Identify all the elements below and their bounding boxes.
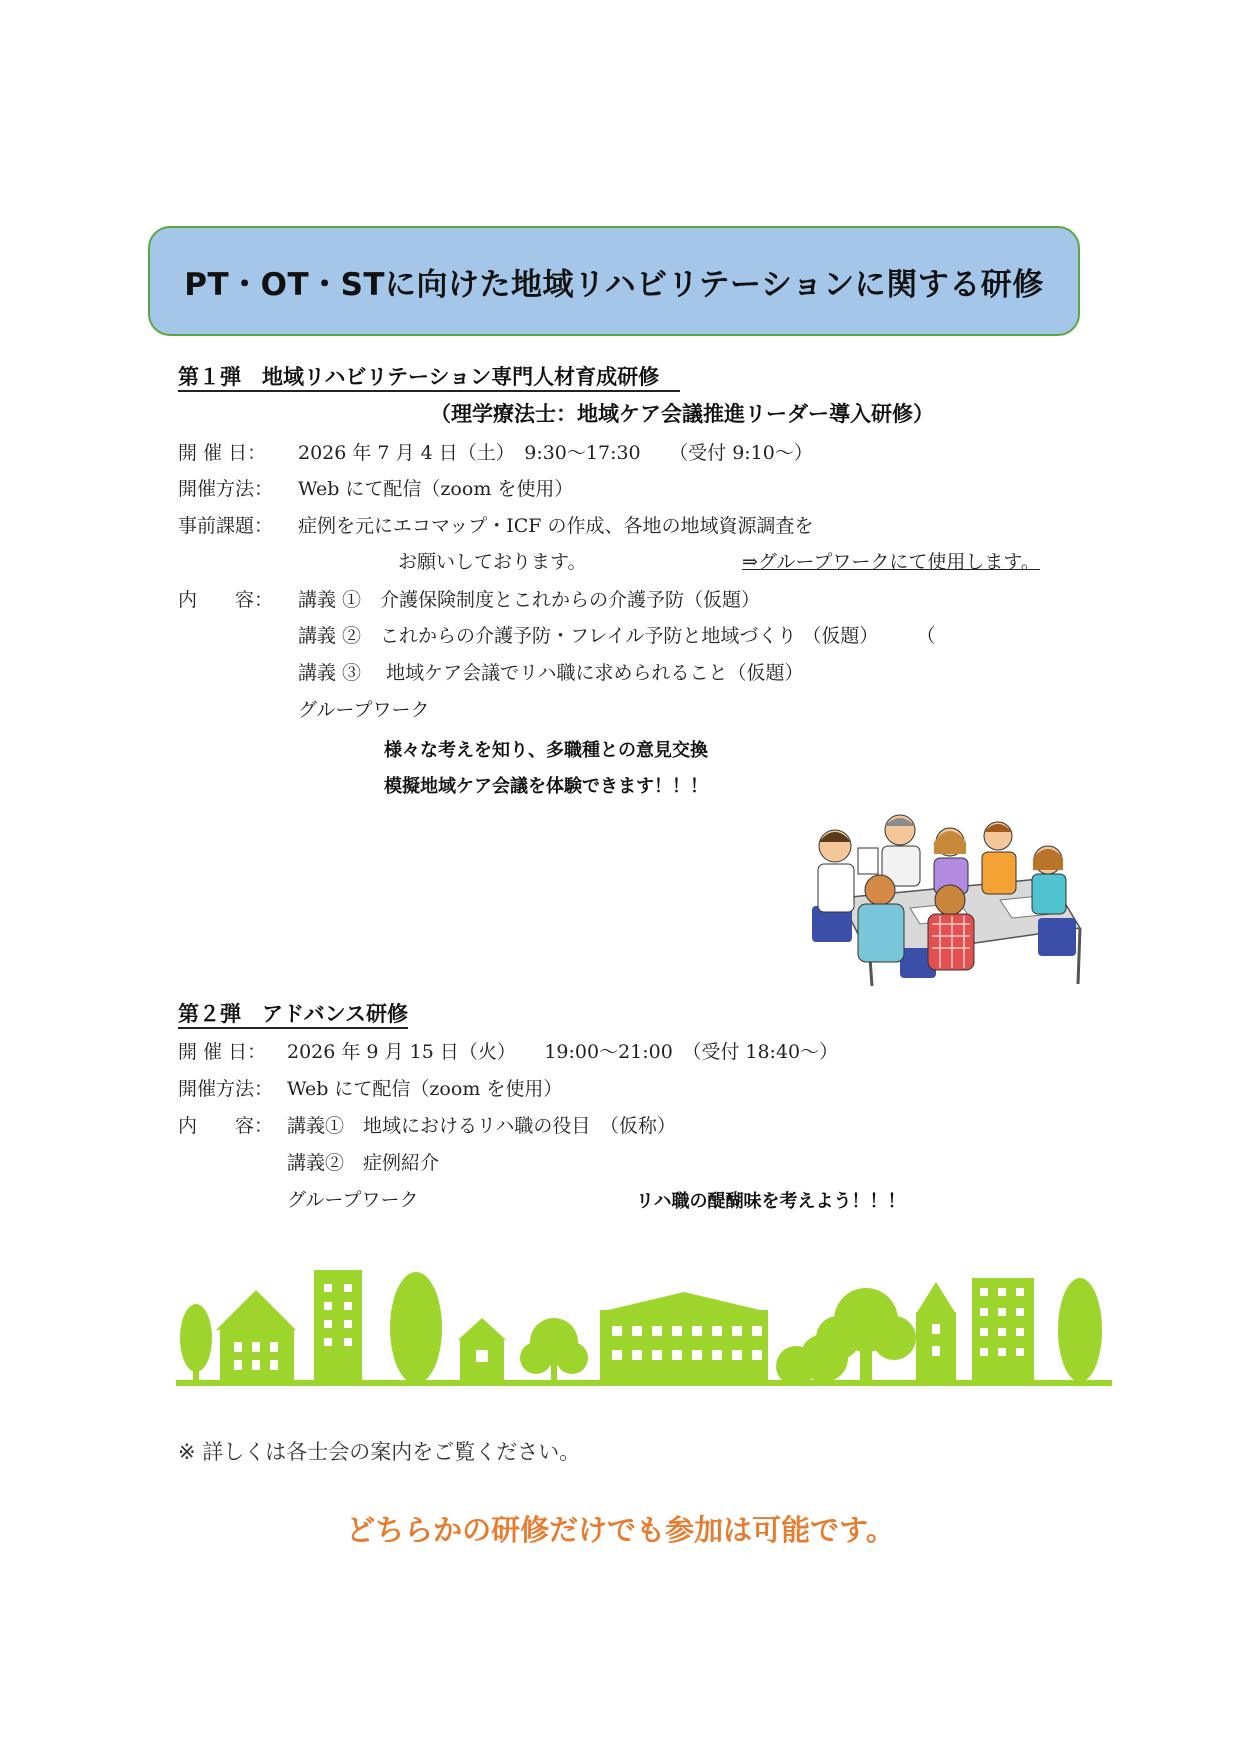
session1-lecture-1: 講義 ① 介護保険制度とこれからの介護予防（仮題） [298,589,761,611]
session2-lecture-1: 講義① 地域におけるリハ職の役目 （仮称） [287,1115,676,1137]
session2-highlight: リハ職の醍醐味を考えよう！！！ [636,1191,906,1212]
session1-date-label: 開 催 日： [178,442,267,464]
session1-heading: 第１弾 地域リハビリテーション専門人材育成研修 [178,361,680,391]
session2-heading: 第２弾 アドバンス研修 [178,998,408,1028]
page-title: PT・OT・STに向けた地域リハビリテーションに関する研修 [184,266,1044,303]
session1-lecture-3: 講義 ③ 地域ケア会議でリハ職に求められること（仮題） [298,662,804,684]
session1-date-value: 2026 年 7 月 4 日（土） 9:30～17:30 （受付 9:10～） [298,442,813,464]
session2-date-value: 2026 年 9 月 15 日（火） 19:00～21:00 （受付 18:40～） [287,1041,839,1063]
session2-date-label: 開 催 日： [178,1041,267,1063]
session2-method-label: 開催方法： [178,1078,274,1100]
green-town-silhouette [176,1258,1112,1390]
session1-prework-value-1: 症例を元にエコマップ・ICF の作成、各地の地域資源調査を [298,515,814,537]
session1-highlight-1: 様々な考えを知り、多職種との意見交換 [384,740,708,761]
session1-groupwork: グループワーク [298,699,430,721]
detail-note: ※ 詳しくは各士会の案内をご覧ください。 [178,1440,581,1464]
session1-highlight-2: 模擬地域ケア会議を体験できます！！！ [384,776,708,797]
session2-method-value: Web にて配信（zoom を使用） [287,1078,563,1100]
session1-method-label: 開催方法： [178,478,274,500]
session1-method-value: Web にて配信（zoom を使用） [298,478,574,500]
session2-lecture-2: 講義② 症例紹介 [287,1152,440,1174]
session1-lecture-2: 講義 ② これからの介護予防・フレイル予防と地域づくり （仮題） （ [298,625,936,647]
session1-prework-value-2: お願いしております。 [398,551,587,573]
session2-content-label: 内 容： [178,1115,274,1137]
people-meeting-illustration [800,808,1090,988]
session2-groupwork: グループワーク [287,1189,419,1211]
session1-content-label: 内 容： [178,589,274,611]
closing-message: どちらかの研修だけでも参加は可能です。 [346,1513,895,1547]
session1-prework-label: 事前課題： [178,515,274,537]
session1-subheading: （理学療法士：地域ケア会議推進リーダー導入研修） [430,402,934,426]
session1-prework-note: ⇒グループワークにて使用します。 [742,551,1040,573]
